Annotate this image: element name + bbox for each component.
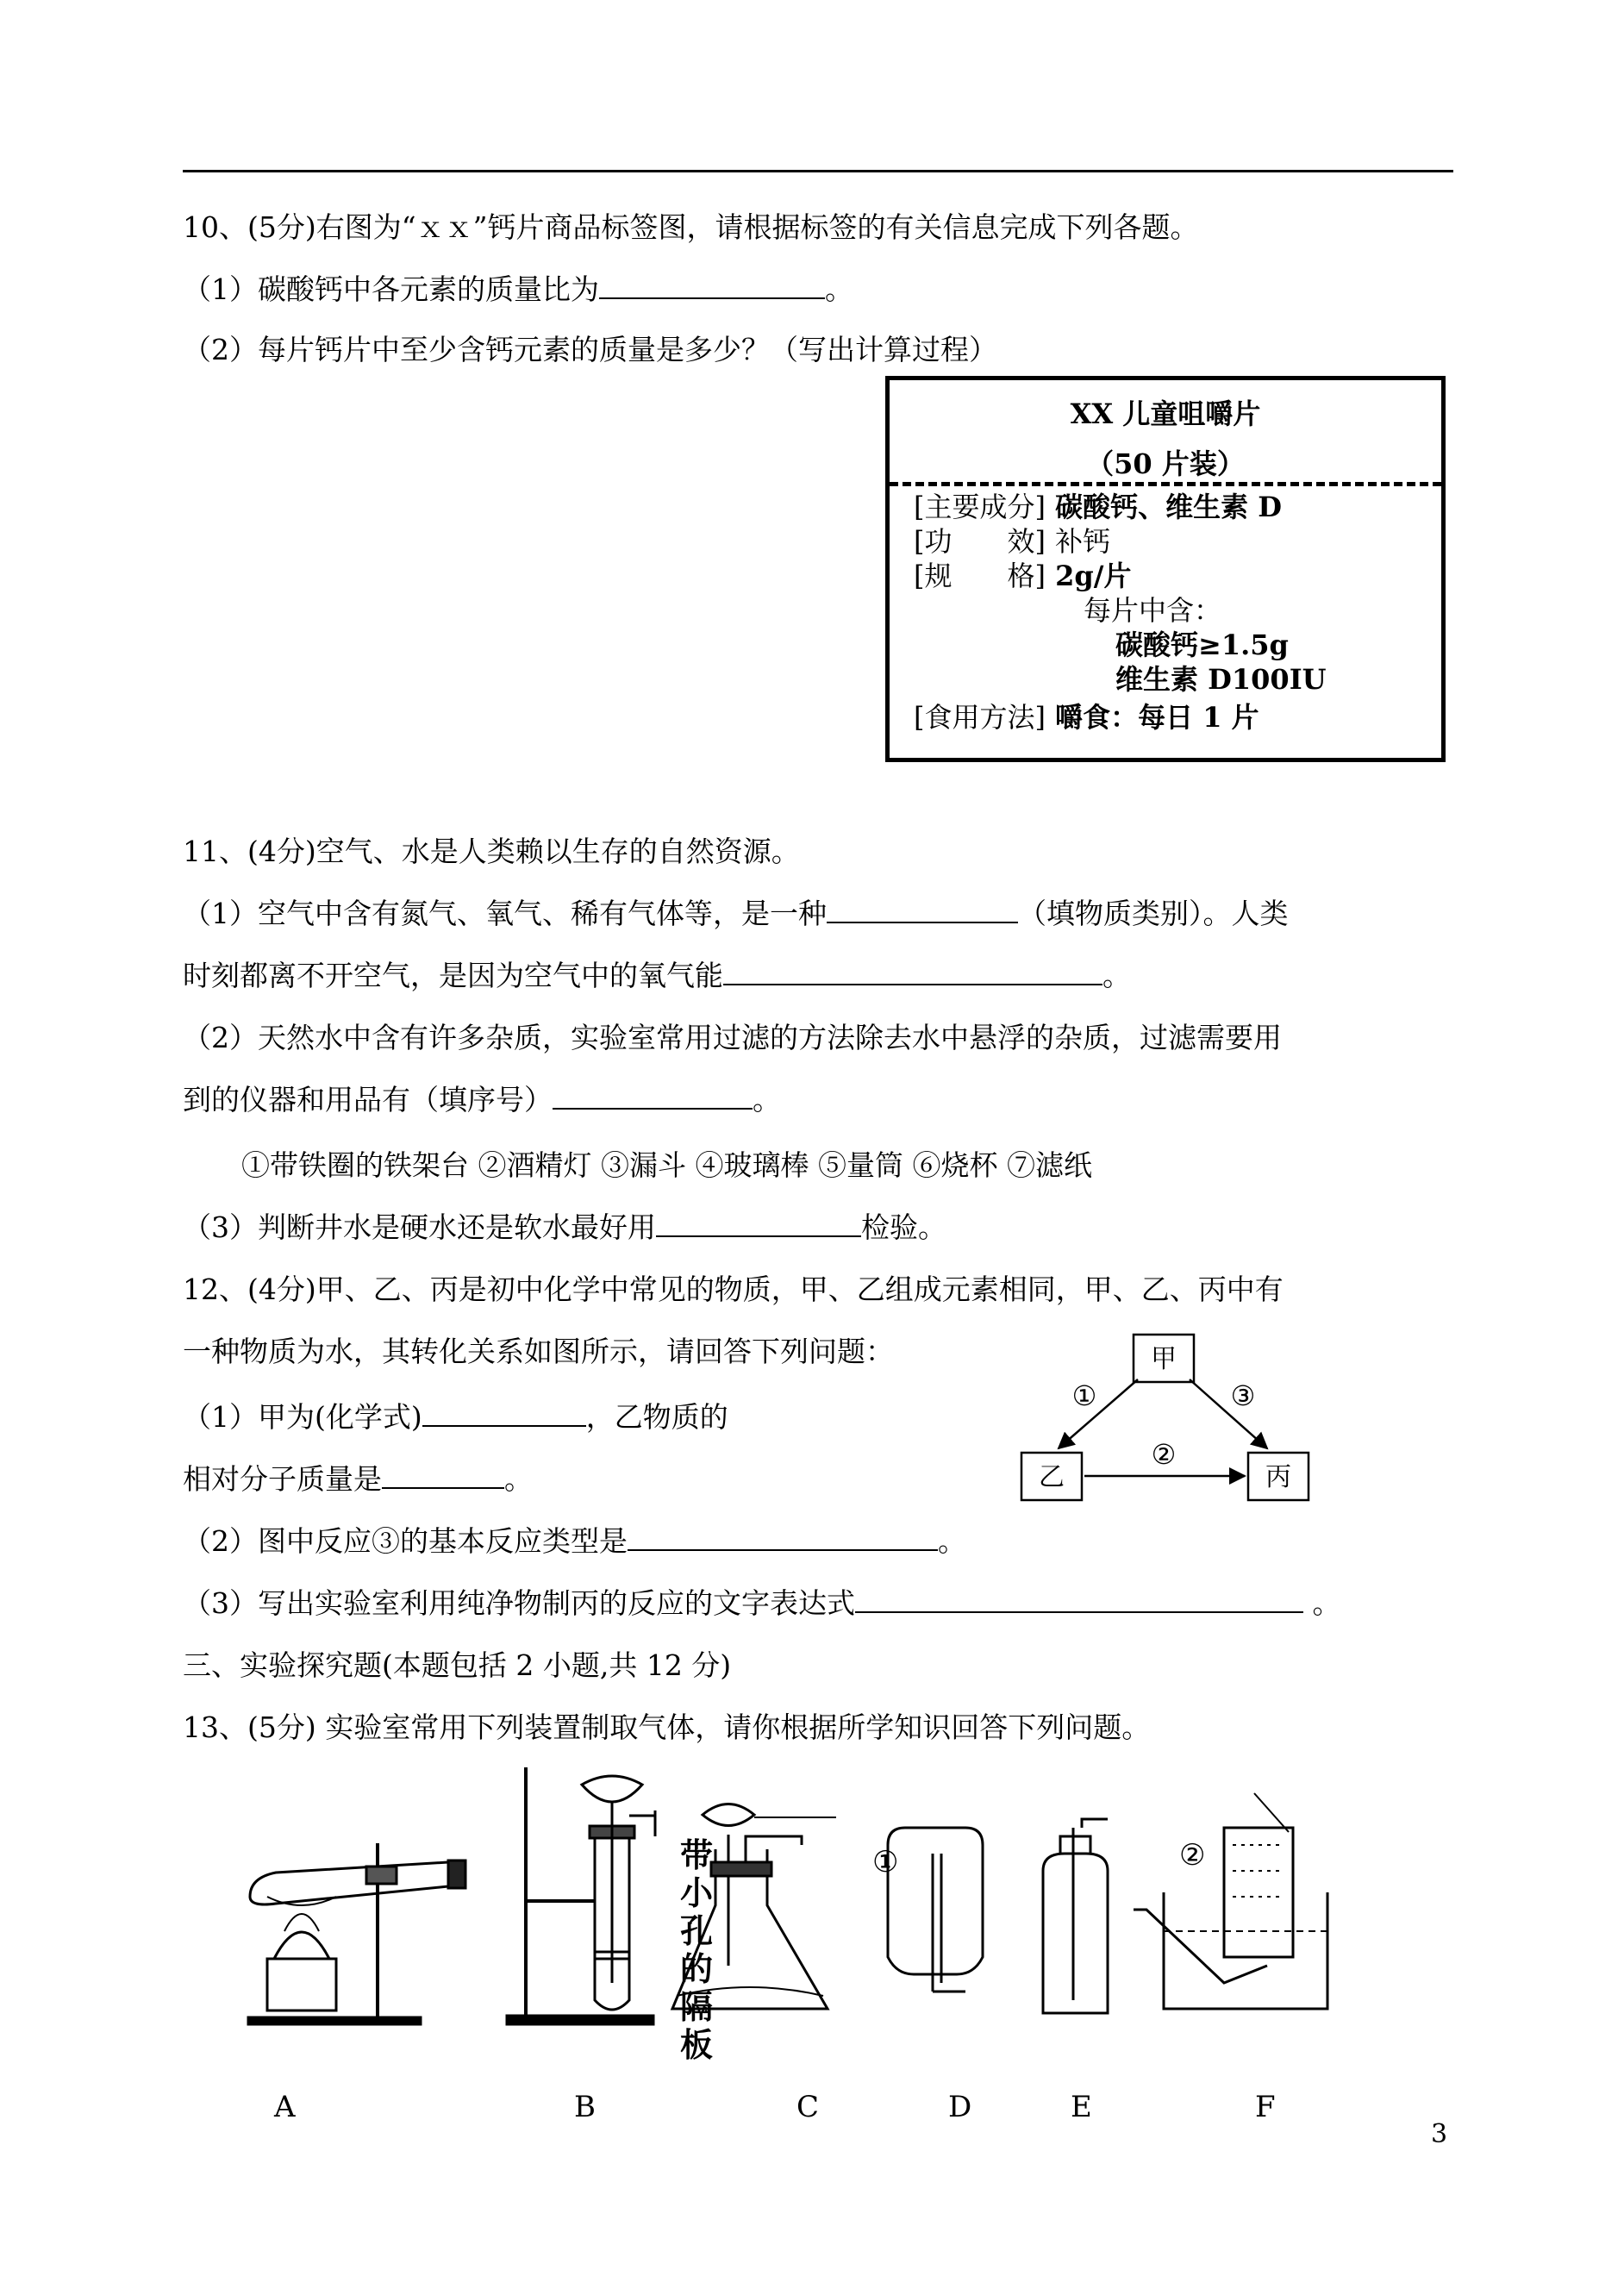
label-effect: [功 效] 补钙 [914,525,1111,558]
q13-title: 13、(5分) 实验室常用下列装置制取气体，请你根据所学知识回答下列问题。 [183,1710,1151,1744]
q10-part1: （1）碳酸钙中各元素的质量比为 。 [183,272,853,306]
q12-blank-2[interactable] [382,1461,504,1489]
caption-d: D [948,2090,972,2124]
q10-part2: （2）每片钙片中至少含钙元素的质量是多少？（写出计算过程） [183,333,997,366]
product-label-box [885,376,1446,762]
q11-blank-4[interactable] [656,1210,861,1237]
q12-blank-3[interactable] [628,1523,938,1551]
apparatus-d [888,1828,983,1992]
q11-title: 11、(4分)空气、水是人类赖以生存的自然资源。 [183,835,800,868]
label-each-contains: 每片中含： [1084,594,1222,627]
apparatus-a [248,1843,465,2024]
node-bing-label: 丙 [1265,1462,1291,1492]
q12-part2: （2）图中反应③的基本反应类型是 。 [183,1524,966,1558]
label-product-name: XX 儿童咀嚼片 [1070,397,1261,430]
reaction-3-label: ③ [1230,1379,1256,1412]
q11-blank-2[interactable] [723,958,1102,985]
q12-part1: （1）甲为(化学式) ，乙物质的 [183,1400,728,1434]
reaction-2-label: ② [1151,1438,1177,1471]
section-3-heading: 三、实验探究题(本题包括 2 小题,共 12 分) [183,1648,732,1682]
label-spec: [规 格] 2g/片 [914,560,1132,592]
q11-blank-1[interactable] [827,896,1018,923]
reaction-1-label: ① [1071,1379,1097,1412]
q12-title: 12、(4分)甲、乙、丙是初中化学中常见的物质，甲、乙组成元素相同，甲、乙、丙中有 [183,1273,1284,1306]
apparatus-b [507,1767,655,2024]
q11-part1-cont: 时刻都离不开空气，是因为空气中的氧气能 。 [183,959,1131,992]
apparatus-mark-1: ① [872,1845,899,1879]
caption-c: C [796,2090,820,2124]
q11-options: ①带铁圈的铁架台 ②酒精灯 ③漏斗 ④玻璃棒 ⑤量筒 ⑥烧杯 ⑦滤纸 [241,1148,1092,1182]
label-pack: （50 片装） [1086,447,1245,480]
label-vitamin-d: 维生素 D100IU [1115,663,1327,696]
label-usage: [食用方法] 嚼食：每日 1 片 [914,701,1259,734]
caption-e: E [1071,2090,1092,2124]
caption-b: B [574,2090,596,2124]
arrow-jia-to-yi [1059,1379,1138,1448]
apparatus-mark-2: ② [1179,1838,1206,1873]
label-ingredients: [主要成分] 碳酸钙、维生素 D [914,491,1283,523]
conversion-diagram [1009,1328,1319,1517]
q12-line2: 一种物质为水，其转化关系如图所示，请回答下列问题： [183,1335,894,1368]
label-dashed-divider [890,482,1441,486]
caption-f: F [1255,2090,1276,2124]
q12-part1-cont: 相对分子质量是 。 [183,1462,533,1496]
q12-blank-4[interactable] [855,1585,1303,1613]
node-jia-label: 甲 [1151,1344,1177,1374]
perforated-board-note: 带小孔的隔板 [679,1836,713,2064]
apparatus-drawings [233,1767,1405,2026]
top-rule [183,170,1453,172]
q12-blank-1[interactable] [422,1399,586,1427]
q11-blank-3[interactable] [553,1082,753,1110]
page-number: 3 [1431,2119,1448,2149]
q11-part2-cont: 到的仪器和用品有（填序号） 。 [183,1083,781,1116]
q10-part1-text: （1）碳酸钙中各元素的质量比为 [183,272,599,306]
caption-a: A [274,2090,296,2124]
q11-part3: （3）判断井水是硬水还是软水最好用 检验。 [183,1210,946,1244]
label-caco3: 碳酸钙≥1.5g [1115,628,1289,661]
node-yi-label: 乙 [1039,1462,1065,1492]
q10-blank-1[interactable] [599,272,825,299]
q11-part1: （1）空气中含有氮气、氧气、稀有气体等，是一种 （填物质类别）。人类 [183,897,1289,930]
q11-part2: （2）天然水中含有许多杂质，实验室常用过滤的方法除去水中悬浮的杂质，过滤需要用 [183,1021,1282,1054]
apparatus-e [1043,1819,1108,2013]
arrow-jia-to-bing [1190,1379,1267,1448]
q12-part3: （3）写出实验室利用纯净物制丙的反应的文字表达式 。 [183,1586,1341,1620]
q10-title: 10、(5分)右图为“ｘｘ”钙片商品标签图，请根据标签的有关信息完成下列各题。 [183,210,1199,244]
apparatus-f [1134,1793,1327,2009]
